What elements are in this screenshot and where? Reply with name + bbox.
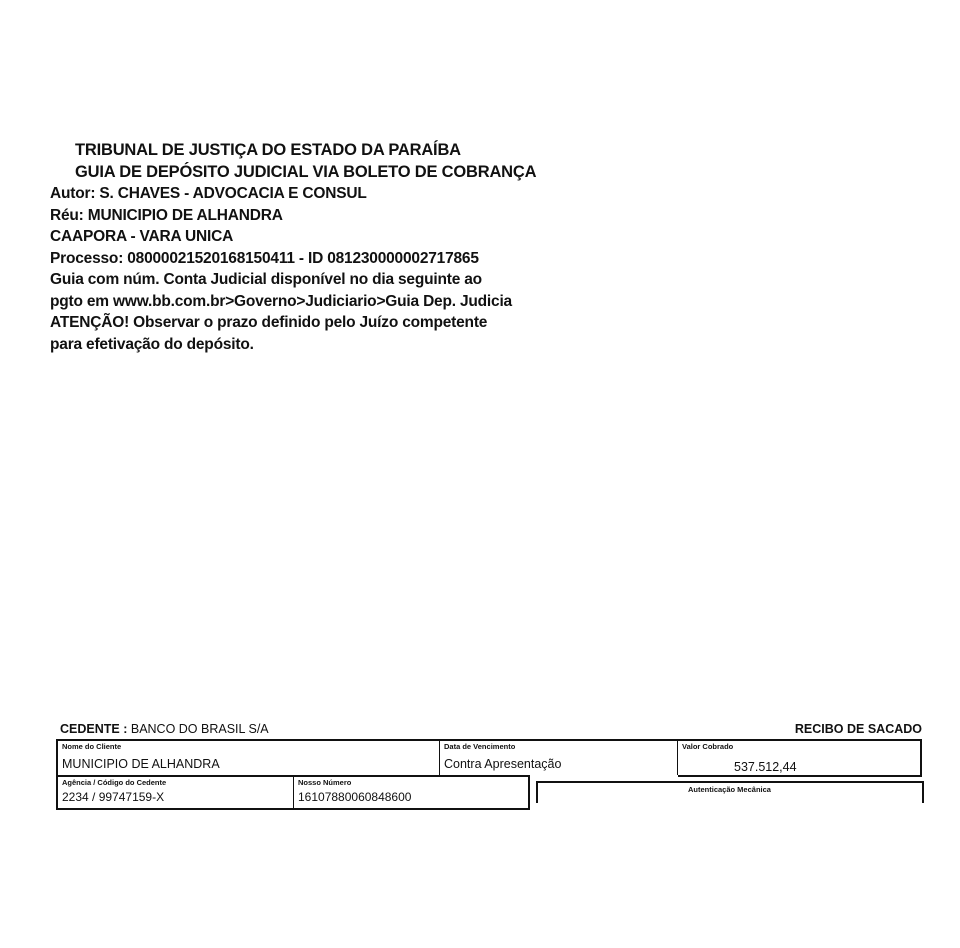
due-date-cell — [440, 741, 678, 775]
deposit-guide-header — [50, 140, 610, 355]
our-number-label: Nosso Número — [298, 778, 352, 787]
mechanical-authentication-box — [536, 781, 924, 803]
account-note-line-1: Guia com núm. Conta Judicial disponível no dia seguinte ao — [50, 271, 482, 288]
our-number-cell — [294, 777, 530, 808]
receipt-heading — [56, 720, 926, 740]
guide-title: GUIA DE DEPÓSITO JUDICIAL VIA BOLETO DE COBRANÇA — [75, 162, 537, 181]
cedente-label: CEDENTE : — [60, 722, 128, 736]
cedente-value: BANCO DO BRASIL S/A — [130, 722, 269, 736]
client-name-value: MUNICIPIO DE ALHANDRA — [62, 757, 220, 771]
author-line: Autor: S. CHAVES - ADVOCACIA E CONSUL — [50, 185, 367, 202]
process-number-line: Processo: 08000021520168150411 - ID 081230000002717865 — [50, 249, 479, 267]
attention-line-1: ATENÇÃO! Observar o prazo definido pelo Juízo competente — [50, 314, 488, 331]
our-number-value: 16107880060848600 — [298, 790, 412, 804]
agency-label: Agência / Código do Cedente — [62, 778, 167, 787]
amount-cell — [678, 741, 922, 777]
attention-line-2: para efetivação do depósito. — [50, 335, 254, 353]
amount-value: 537.512,44 — [734, 760, 797, 774]
account-note-line-2: pgto em www.bb.com.br>Governo>Judiciario>Guia Dep. Judicia — [50, 292, 512, 310]
agency-cell — [58, 777, 294, 808]
court-title: TRIBUNAL DE JUSTIÇA DO ESTADO DA PARAÍBA — [75, 141, 461, 159]
court-division-line: CAAPORA - VARA UNICA — [50, 228, 234, 245]
receipt-title: RECIBO DE SACADO — [794, 722, 922, 736]
client-name-cell — [58, 741, 440, 775]
payer-receipt — [56, 720, 926, 804]
client-name-label: Nome do Cliente — [62, 742, 122, 751]
due-date-value: Contra Apresentação — [444, 757, 562, 771]
agency-value: 2234 / 99747159-X — [62, 790, 165, 804]
due-date-label: Data de Vencimento — [444, 742, 516, 751]
cedente — [60, 722, 269, 736]
receipt-row-agency — [56, 775, 530, 810]
mechanical-authentication-label: Autenticação Mecânica — [688, 785, 771, 794]
amount-label: Valor Cobrado — [682, 742, 734, 751]
defendant-line: Réu: MUNICIPIO DE ALHANDRA — [50, 206, 283, 224]
receipt-row-client — [56, 739, 922, 775]
